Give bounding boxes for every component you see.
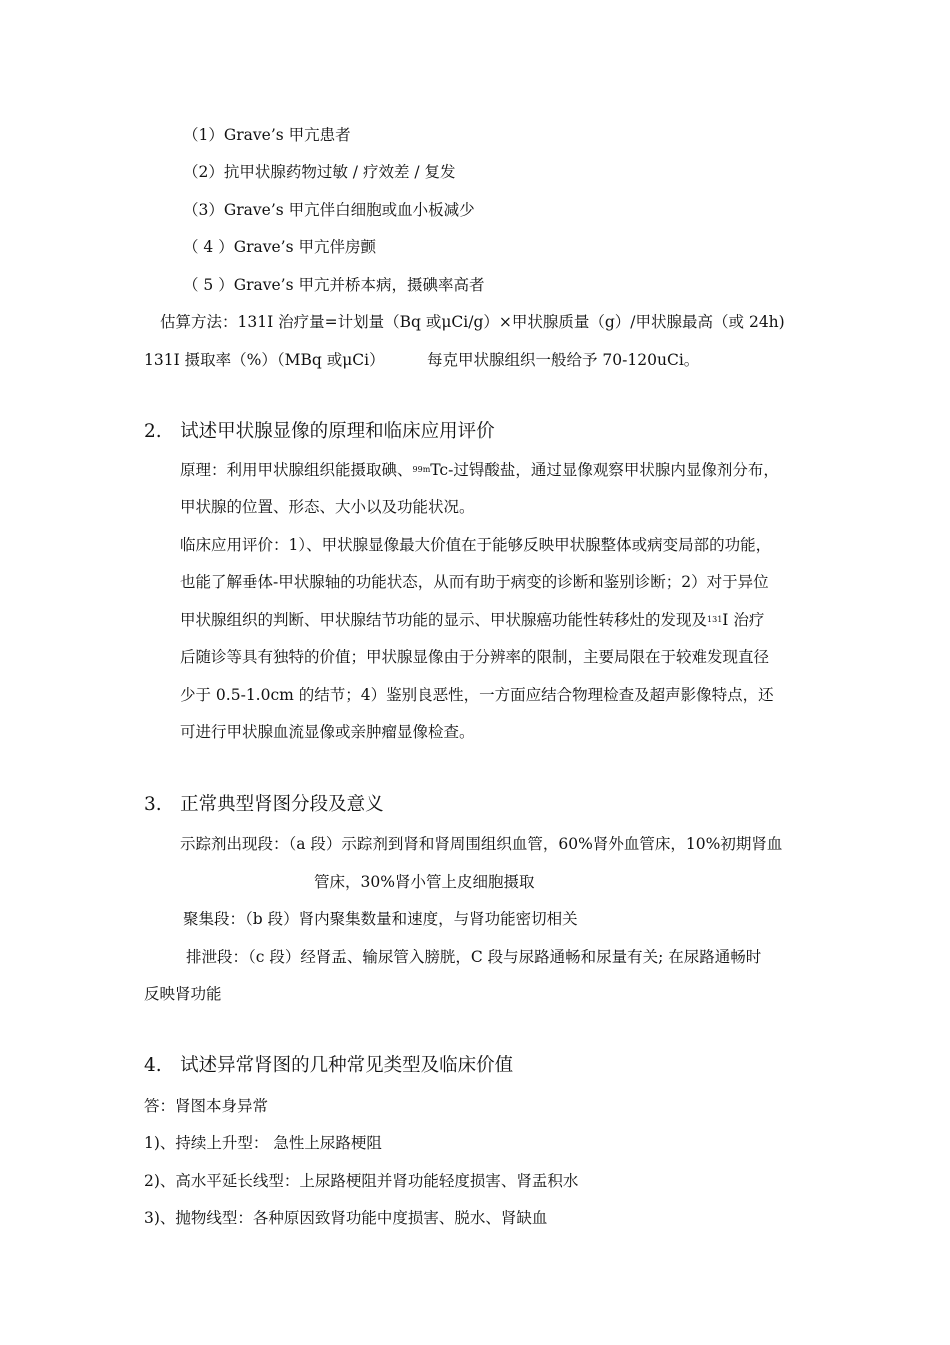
q2-heading: 2. 试述甲状腺显像的原理和临床应用评价 — [144, 421, 495, 442]
q2-principle-line-2: 甲状腺的位置、形态、大小以及功能状况。 — [180, 498, 475, 516]
q4-item-2: 2)、高水平延长线型：上尿路梗阻并肾功能轻度损害、肾盂积水 — [144, 1172, 579, 1190]
q2-eval-3-text-a: 甲状腺组织的判断、甲状腺结节功能的显示、甲状腺癌功能性转移灶的发现及 — [180, 611, 708, 629]
q3-segment-a-line-2: 管床，30%肾小管上皮细胞摄取 — [314, 873, 535, 891]
q2-eval-line-2: 也能了解垂体-甲状腺轴的功能状态，从而有助于病变的诊断和鉴别诊断；2）对于异位 — [180, 573, 769, 591]
indication-item-2: （2）抗甲状腺药物过敏 / 疗效差 / 复发 — [183, 163, 456, 181]
q2-eval-line-5: 少于 0.5-1.0cm 的结节；4）鉴别良恶性，一方面应结合物理检查及超声影像特点，还 — [180, 686, 774, 704]
indication-item-5: （ 5 ）Grave’s 甲亢并桥本病，摄碘率高者 — [183, 276, 485, 294]
indication-item-1: （1）Grave’s 甲亢患者 — [183, 126, 351, 144]
q4-item-1: 1)、持续上升型： 急性上尿路梗阻 — [144, 1134, 382, 1152]
q3-segment-c-line-2: 反映肾功能 — [144, 985, 222, 1003]
q2-principle-text-a: 原理：利用甲状腺组织能摄取碘、 — [180, 461, 413, 479]
q2-principle-line-1 — [180, 460, 779, 480]
q3-segment-b: 聚集段：（b 段）肾内聚集数量和速度，与肾功能密切相关 — [183, 910, 578, 928]
q3-segment-a-line-1: 示踪剂出现段：（a 段）示踪剂到肾和肾周围组织血管，60%肾外血管床，10%初期肾血 — [180, 835, 783, 853]
q2-eval-line-1: 临床应用评价：1）、甲状腺显像最大价值在于能够反映甲状腺整体或病变局部的功能， — [180, 536, 772, 554]
estimate-line-1: 估算方法：131I 治疗量=计划量（Bq 或μCi/g）×甲状腺质量（g）/甲状腺最高（或 24h) — [160, 313, 785, 331]
estimate-line-2a: 131I 摄取率（%）（MBq 或μCi） — [144, 351, 385, 369]
q4-answer: 答：肾图本身异常 — [144, 1097, 269, 1115]
q4-heading: 4. 试述异常肾图的几种常见类型及临床价值 — [144, 1055, 514, 1076]
q2-principle-superscript: 99m — [412, 465, 431, 474]
q3-segment-c-line-1: 排泄段：（c 段）经肾盂、输尿管入膀胱，C 段与尿路通畅和尿量有关; 在尿路通畅时 — [186, 948, 762, 966]
q2-eval-3-text-b: I 治疗 — [722, 611, 765, 629]
q2-eval-line-4: 后随诊等具有独特的价值；甲状腺显像由于分辨率的限制，主要局限在于较难发现直径 — [180, 648, 770, 666]
q4-item-3: 3)、抛物线型：各种原因致肾功能中度损害、脱水、肾缺血 — [144, 1209, 548, 1227]
q2-eval-line-6: 可进行甲状腺血流显像或亲肿瘤显像检查。 — [180, 723, 475, 741]
estimate-line-2b: 每克甲状腺组织一般给予 70-120uCi。 — [427, 351, 700, 369]
indication-item-4: （ 4 ）Grave’s 甲亢伴房颤 — [183, 238, 376, 256]
q2-principle-text-b: Tc-过锝酸盐，通过显像观察甲状腺内显像剂分布， — [430, 461, 779, 479]
q3-heading: 3. 正常典型肾图分段及意义 — [144, 794, 384, 815]
indication-item-3: （3）Grave’s 甲亢伴白细胞或血小板减少 — [183, 201, 475, 219]
q2-eval-3-superscript: 131 — [707, 615, 723, 624]
q2-eval-line-3 — [180, 610, 764, 630]
